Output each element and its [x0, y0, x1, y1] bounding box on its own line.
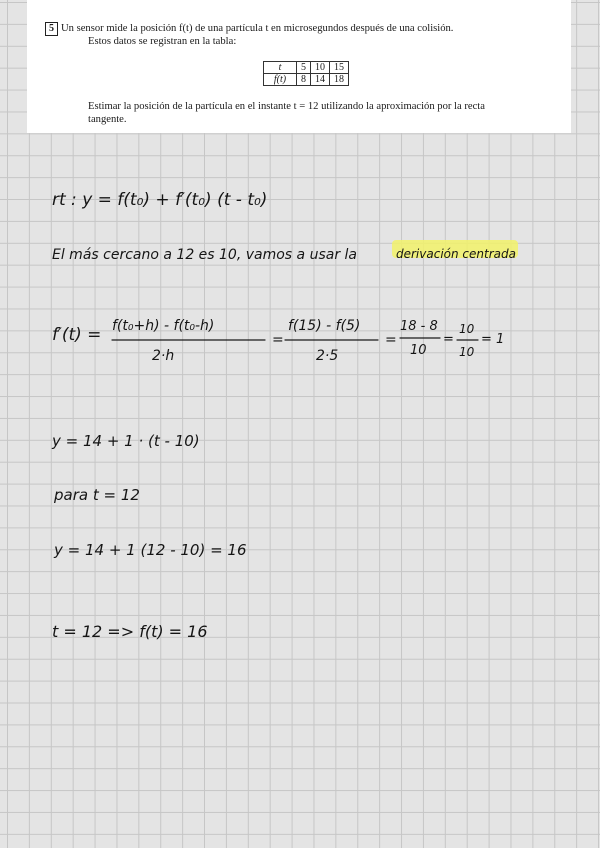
- derivative-numerator: f(t₀+h) - f(t₀-h): [112, 318, 215, 334]
- evaluation-condition: para t = 12: [54, 486, 140, 504]
- problem-question-line1: Estimar la posición de la partícula en el instante t = 12 utilizando la aproximación por la recta: [88, 101, 485, 112]
- equals-sign: =: [443, 332, 454, 347]
- table-header-t: t: [264, 62, 297, 74]
- table-cell: 14: [311, 74, 330, 86]
- derivative-result: = 1: [481, 332, 505, 347]
- table-header-f: f(t): [264, 74, 297, 86]
- result-numerator: 10: [459, 322, 475, 336]
- table-cell: 10: [311, 62, 330, 74]
- substitution-numerator: f(15) - f(5): [288, 318, 361, 334]
- equals-sign: =: [272, 332, 284, 348]
- problem-statement-line2: Estos datos se registran en la tabla:: [88, 36, 237, 47]
- problem-question-line2: tangente.: [88, 114, 127, 125]
- evaluation-result: y = 14 + 1 (12 - 10) = 16: [54, 541, 247, 559]
- table-cell: 8: [297, 74, 311, 86]
- tangent-line-formula: rt : y = f(t₀) + f′(t₀) (t - t₀): [52, 190, 268, 210]
- derivative-denominator: 2·h: [152, 348, 175, 364]
- substitution-denominator: 2·5: [316, 348, 339, 364]
- equals-sign: =: [385, 332, 397, 348]
- highlighted-text: derivación centrada: [396, 247, 516, 261]
- derivative-lhs: f′(t) =: [52, 325, 102, 345]
- explanation-text: El más cercano a 12 es 10, vamos a usar la: [52, 247, 358, 263]
- problem-statement-line1: Un sensor mide la posición f(t) de una partícula t en microsegundos después de una colisión.: [61, 23, 454, 34]
- final-answer: t = 12 => f(t) = 16: [52, 622, 208, 641]
- table-cell: 18: [330, 74, 349, 86]
- result-denominator: 10: [459, 345, 475, 359]
- problem-number: 5: [45, 22, 58, 36]
- values-denominator: 10: [410, 343, 427, 358]
- table-cell: 15: [330, 62, 349, 74]
- table-cell: 5: [297, 62, 311, 74]
- values-numerator: 18 - 8: [400, 319, 438, 334]
- tangent-line-equation: y = 14 + 1 · (t - 10): [52, 432, 200, 450]
